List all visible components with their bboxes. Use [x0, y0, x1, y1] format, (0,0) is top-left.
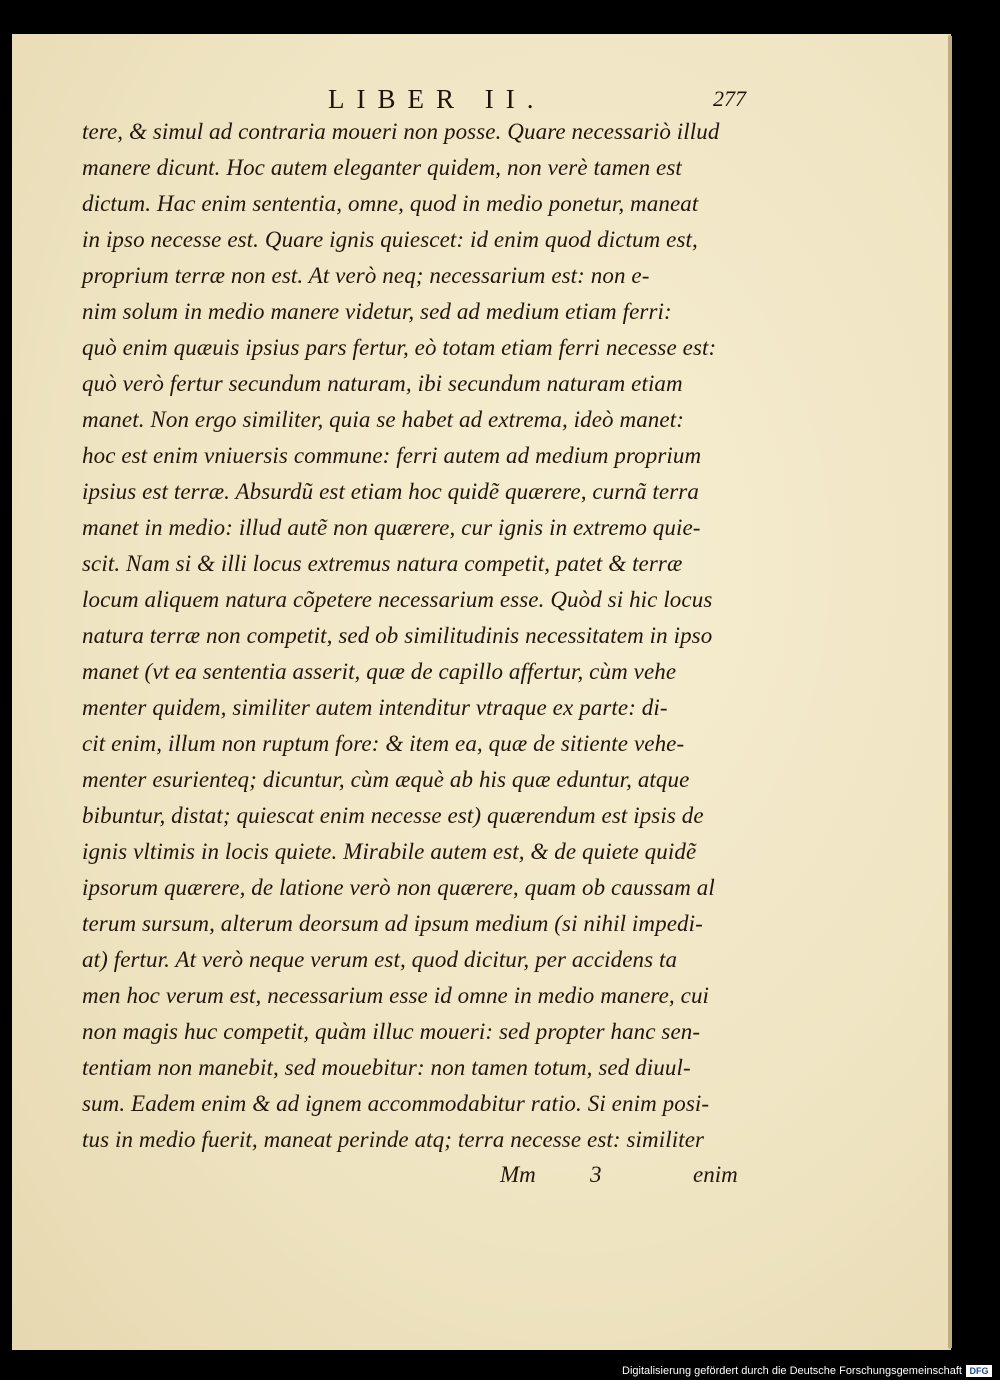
text-line: manere dicunt. Hoc autem eleganter quidem, non verè tamen est [82, 155, 682, 180]
text-line: cit enim, illum non ruptum fore: & item ea, quæ de sitiente vehe- [82, 731, 685, 756]
text-line: sum. Eadem enim & ad ignem accommodabitur ratio. Si enim posi- [82, 1091, 710, 1116]
text-line: tus in medio fuerit, maneat perinde atq; terra necesse est: similiter [82, 1127, 705, 1152]
text-line: menter esurienteq; dicuntur, cùm æquè ab his quæ eduntur, atque [82, 767, 690, 792]
page-number: 277 [713, 86, 746, 111]
digitization-footer [0, 1362, 1000, 1380]
text-line: ignis vltimis in locis quiete. Mirabile autem est, & de quiete quidẽ [82, 839, 697, 864]
text-line: locum aliquem natura cõpetere necessarium esse. Quòd si hic locus [82, 587, 713, 612]
text-line: manet in medio: illud autẽ non quærere, cur ignis in extremo quie- [82, 515, 701, 540]
text-line: nim solum in medio manere videtur, sed ad medium etiam ferri: [82, 299, 672, 324]
funding-notice: Digitalisierung gefördert durch die Deutsche Forschungsgemeinschaft [622, 1365, 962, 1377]
text-line: natura terræ non competit, sed ob similitudinis necessitatem in ipso [82, 623, 713, 648]
page-edge [948, 36, 952, 1348]
text-line: manet (vt ea sententia asserit, quæ de capillo affertur, cùm vehe [82, 659, 677, 684]
running-title: LIBER II. [328, 84, 546, 114]
body-text [82, 114, 762, 1158]
text-line: scit. Nam si & illi locus extremus natura competit, patet & terræ [82, 551, 683, 576]
text-line: non magis huc competit, quàm illuc moueri: sed propter hanc sen- [82, 1019, 701, 1044]
text-line: in ipso necesse est. Quare ignis quiescet: id enim quod dictum est, [82, 227, 698, 252]
text-line: quò verò fertur secundum naturam, ibi secundum naturam etiam [82, 371, 683, 396]
text-line: tere, & simul ad contraria moueri non posse. Quare necessariò illud [82, 119, 720, 144]
dfg-logo-icon: DFG [966, 1365, 992, 1377]
text-line: ipsius est terræ. Absurdũ est etiam hoc quidẽ quærere, curnã terra [82, 479, 699, 504]
text-line: at) fertur. At verò neque verum est, quod dicitur, per accidens ta [82, 947, 678, 972]
text-line: terum sursum, alterum deorsum ad ipsum medium (si nihil impedi- [82, 911, 703, 936]
text-line: dictum. Hac enim sententia, omne, quod in medio ponetur, maneat [82, 191, 699, 216]
text-line: menter quidem, similiter autem intenditur vtraque ex parte: di- [82, 695, 668, 720]
text-line: hoc est enim vniuersis commune: ferri autem ad medium proprium [82, 443, 702, 468]
signature-mark: Mm [500, 1162, 536, 1187]
text-line: men hoc verum est, necessarium esse id omne in medio manere, cui [82, 983, 710, 1008]
signature-number: 3 [590, 1162, 602, 1187]
text-line: bibuntur, distat; quiescat enim necesse est) quærendum est ipsis de [82, 803, 704, 828]
text-line: proprium terræ non est. At verò neq; necessarium est: non e- [82, 263, 650, 288]
text-line: manet. Non ergo similiter, quia se habet ad extrema, ideò manet: [82, 407, 684, 432]
catchword: enim [693, 1162, 738, 1187]
text-line: tentiam non manebit, sed mouebitur: non tamen totum, sed diuul- [82, 1055, 691, 1080]
text-line: quò enim quæuis ipsius pars fertur, eò totam etiam ferri necesse est: [82, 335, 717, 360]
text-line: ipsorum quærere, de latione verò non quærere, quam ob caussam al [82, 875, 715, 900]
catchline [0, 1162, 1000, 1198]
